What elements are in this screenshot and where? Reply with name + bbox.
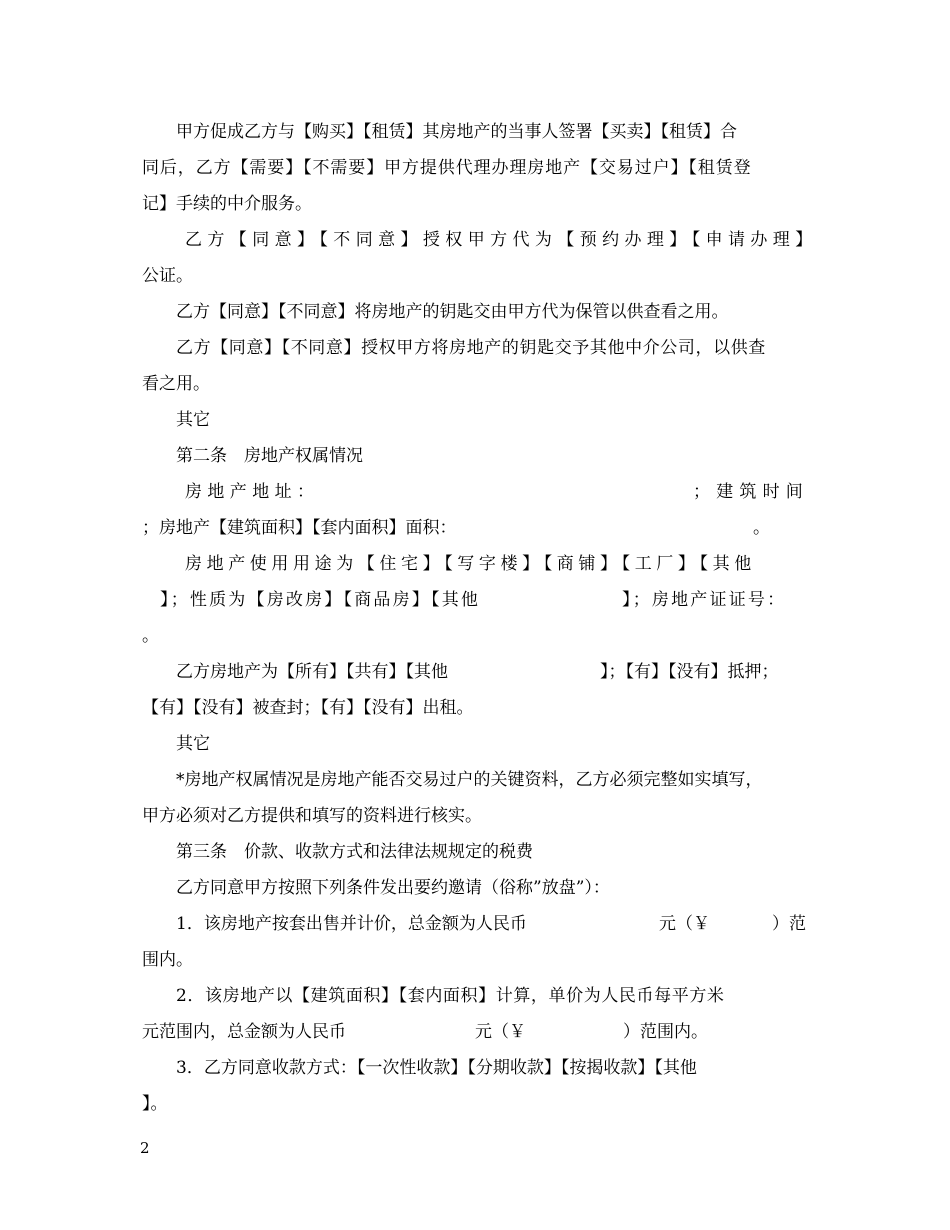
item-1-line-2: 围内。 <box>142 950 193 970</box>
build-time-label: ；建筑时间 <box>693 482 809 502</box>
usage-line-3: 。 <box>142 626 159 646</box>
area-label: ；房地产【建筑面积】【套内面积】面积： <box>142 518 457 538</box>
item-3-line-2: 】。 <box>142 1094 168 1114</box>
offer-line: 乙方同意甲方按照下列条件发出要约邀请（俗称”放盘”）： <box>176 878 610 898</box>
item-3-line-1: 3．乙方同意收款方式：【一次性收款】【分期收款】【按揭收款】【其他 <box>176 1058 697 1078</box>
item-1-range-label: ）范 <box>772 914 806 934</box>
usage-line-2a: 】；性质为【房改房】【商品房】【其他 <box>160 590 481 610</box>
area-end: 。 <box>753 518 770 538</box>
article-2-heading: 第二条 房地产权属情况 <box>176 446 363 466</box>
para-1-line-1: 甲方促成乙方与【购买】【租赁】其房地产的当事人签署【买卖】【租赁】合 <box>176 122 737 142</box>
page-number: 2 <box>140 1139 150 1157</box>
para-1-line-3: 记】手续的中介服务。 <box>142 194 312 214</box>
item-2-yuan-label: 元（￥ <box>475 1022 526 1042</box>
para-3: 乙方【同意】【不同意】将房地产的钥匙交由甲方代为保管以供查看之用。 <box>176 302 729 322</box>
ownership-line-2: 【有】【没有】被查封；【有】【没有】出租。 <box>142 698 474 718</box>
item-2-unit-label: 元范围内，总金额为人民币 <box>142 1022 346 1042</box>
note-line-2: 甲方必须对乙方提供和填写的资料进行核实。 <box>142 806 482 826</box>
article-3-heading: 第三条 价款、收款方式和法律法规规定的税费 <box>176 842 533 862</box>
para-2-line-1: 乙方【同意】【不同意】授权甲方代为【预约办理】【申请办理】 <box>185 230 818 250</box>
note-line-1: *房地产权属情况是房地产能否交易过户的关键资料，乙方必须完整如实填写， <box>176 770 763 790</box>
item-2-line-1: 2．该房地产以【建筑面积】【套内面积】计算，单价为人民币每平方米 <box>176 986 725 1006</box>
usage-line-1: 房地产使用用途为【住宅】【写字楼】【商铺】【工厂】【其他 <box>185 554 756 574</box>
item-2-range-label: ）范围内。 <box>623 1022 708 1042</box>
ownership-line-1b: 】；【有】【没有】抵押； <box>600 662 779 682</box>
other-label-2: 其它 <box>176 734 210 754</box>
para-4-line-2: 看之用。 <box>142 374 210 394</box>
usage-line-2b: 】；房地产证证号： <box>622 590 787 610</box>
para-1-line-2: 同后，乙方【需要】【不需要】甲方提供代理办理房地产【交易过户】【租赁登 <box>142 158 752 178</box>
item-1-yuan-label: 元（￥ <box>659 914 710 934</box>
para-4-line-1: 乙方【同意】【不同意】授权甲方将房地产的钥匙交予其他中介公司，以供查 <box>176 338 766 358</box>
para-2-line-2: 公证。 <box>142 266 193 286</box>
item-1-total-label: 1．该房地产按套出售并计价，总金额为人民币 <box>176 914 527 934</box>
other-label-1: 其它 <box>176 410 210 430</box>
ownership-line-1a: 乙方房地产为【所有】【共有】【其他 <box>176 662 448 682</box>
address-label: 房地产地址： <box>185 482 320 502</box>
